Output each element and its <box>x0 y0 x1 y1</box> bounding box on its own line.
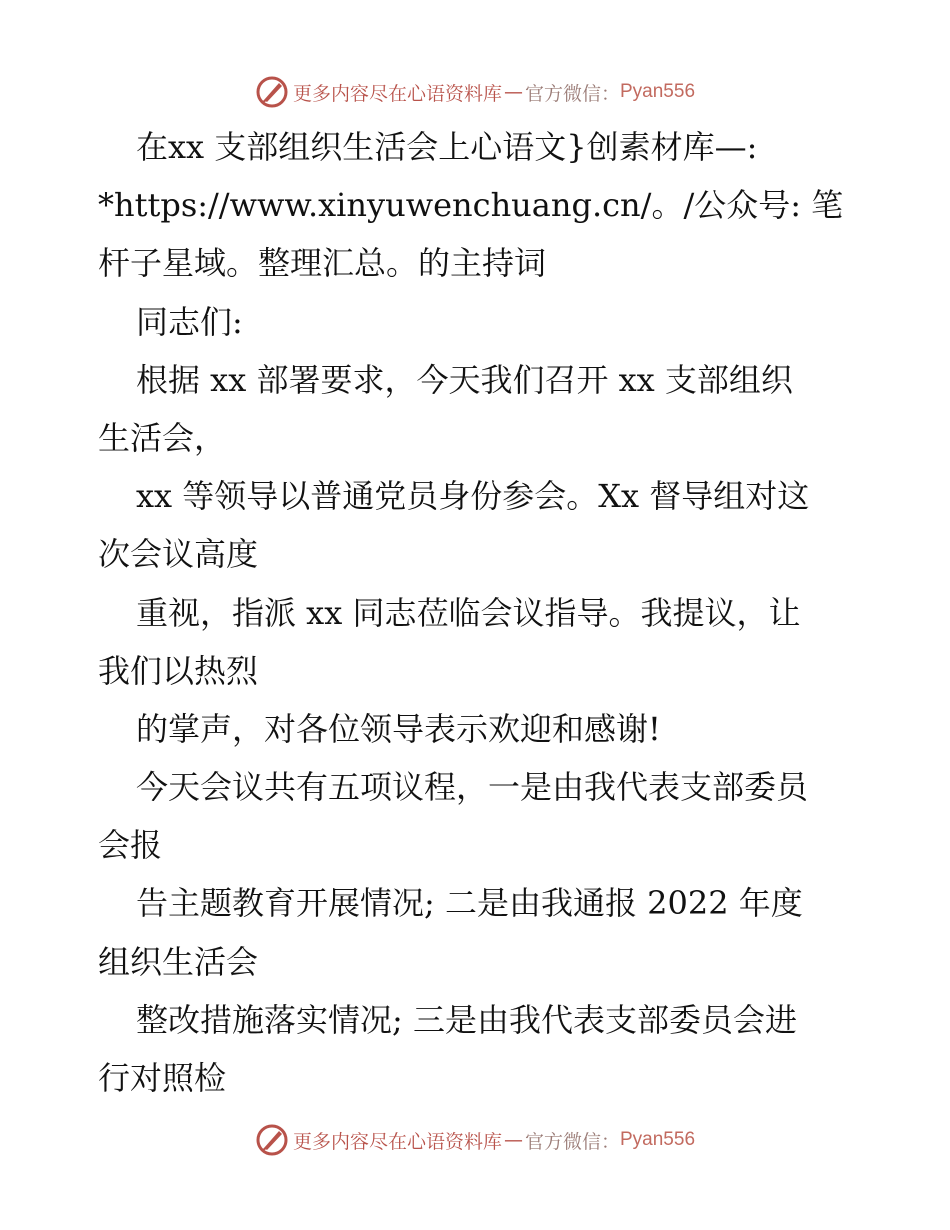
text-line: 次会议高度 <box>98 535 259 574</box>
text-line: 我们以热烈 <box>98 651 259 690</box>
text-line: 今天会议共有五项议程，一是由我代表支部委员 <box>136 768 809 807</box>
banner-wechat-label: 官方微信： <box>524 82 620 105</box>
quill-logo-icon <box>255 1123 289 1157</box>
banner-account: Pyan556 <box>620 1129 696 1150</box>
text-line: 整改措施落实情况; 三是由我代表支部委员会进 <box>136 1000 797 1039</box>
quill-logo-icon <box>255 75 289 109</box>
text-line: 会报 <box>98 826 163 865</box>
text-line: 告主题教育开展情况; 二是由我通报 2022 年度 <box>136 884 803 923</box>
header-banner <box>0 72 950 112</box>
document-body <box>98 118 858 1107</box>
text-line: 杆子星域。整理汇总。的主持词 <box>98 244 547 283</box>
banner-dash: — <box>503 1129 523 1151</box>
banner-wechat-label: 官方微信： <box>524 1130 620 1153</box>
text-line: *https://www.xinyuwenchuang.cn/。/公众号: 笔 <box>98 186 844 225</box>
banner-account: Pyan556 <box>620 81 696 102</box>
text-line: 的掌声，对各位领导表示欢迎和感谢! <box>136 709 661 748</box>
banner-main-text: 更多内容尽在心语资料库 <box>292 82 502 105</box>
text-line: 同志们: <box>136 302 243 341</box>
banner-main-text: 更多内容尽在心语资料库 <box>292 1130 502 1153</box>
banner-dash: — <box>503 81 523 103</box>
text-line: 组织生活会 <box>98 942 259 981</box>
text-line: 行对照检 <box>98 1059 227 1097</box>
text-line: xx 等领导以普通党员身份参会。Xx 督导组对这 <box>136 477 810 516</box>
text-line: 生活会， <box>98 418 227 457</box>
text-line: 根据 xx 部署要求，今天我们召开 xx 支部组织 <box>136 360 793 399</box>
footer-banner <box>0 1120 950 1160</box>
text-line: 在xx 支部组织生活会上心语文}创素材库—: <box>136 128 758 166</box>
text-line: 重视，指派 xx 同志莅临会议指导。我提议，让 <box>136 593 801 632</box>
